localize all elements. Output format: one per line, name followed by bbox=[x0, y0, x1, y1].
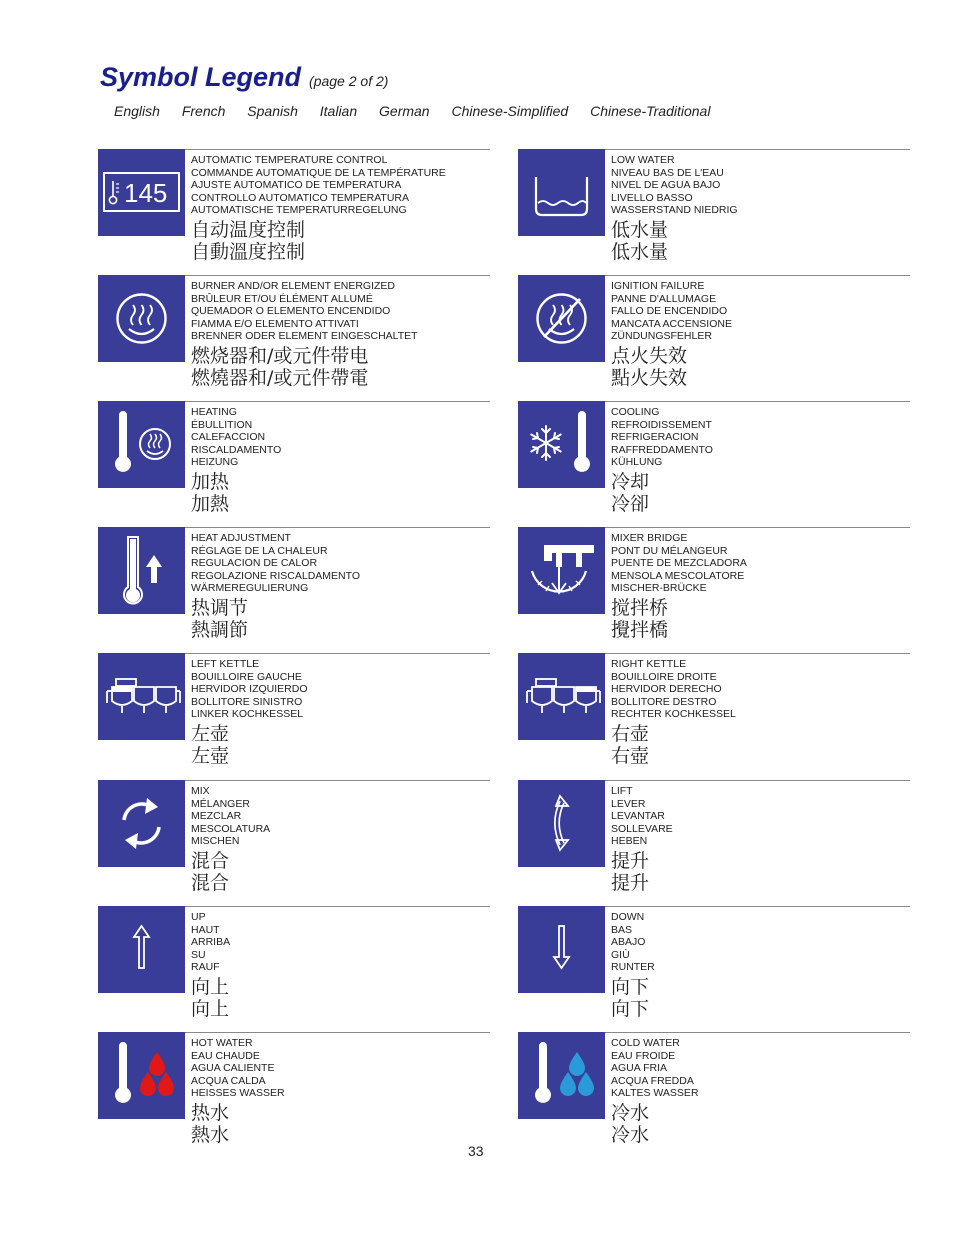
right-kettle-icon bbox=[518, 653, 605, 740]
term-chinese-traditional: 向上 bbox=[191, 998, 230, 1020]
chinese-terms bbox=[191, 1102, 229, 1146]
term-italian: LIVELLO BASSO bbox=[611, 191, 693, 204]
legend-entry-down bbox=[518, 906, 910, 1024]
divider bbox=[185, 401, 490, 402]
term-list bbox=[191, 1037, 285, 1100]
temperature-display-value: 145 bbox=[124, 178, 168, 208]
divider bbox=[185, 149, 490, 150]
divider bbox=[185, 653, 490, 654]
term-german: HEBEN bbox=[611, 835, 648, 848]
term-italian: MANCATA ACCENSIONE bbox=[611, 317, 732, 330]
term-list bbox=[191, 785, 270, 848]
chinese-terms bbox=[191, 219, 305, 263]
term-french: ÉBULLITION bbox=[191, 418, 253, 431]
term-chinese-traditional: 左壺 bbox=[191, 745, 230, 767]
low-water-icon bbox=[518, 149, 605, 236]
term-french: LEVER bbox=[611, 797, 646, 810]
term-list bbox=[611, 532, 747, 595]
legend-entry-right-kettle bbox=[518, 653, 910, 771]
divider bbox=[185, 1032, 490, 1033]
legend-entry-lift bbox=[518, 780, 910, 898]
term-french: HAUT bbox=[191, 923, 220, 936]
chinese-terms bbox=[191, 597, 248, 641]
term-chinese-simplified: 冷却 bbox=[611, 471, 650, 493]
legend-entry-cooling bbox=[518, 401, 910, 519]
term-italian: SOLLEVARE bbox=[611, 822, 673, 835]
term-italian: FIAMMA E/O ELEMENTO ATTIVATI bbox=[191, 317, 359, 330]
page-title bbox=[100, 62, 388, 93]
language-english: English bbox=[114, 103, 160, 119]
term-spanish: NIVEL DE AGUA BAJO bbox=[611, 179, 721, 192]
term-english: LOW WATER bbox=[611, 154, 675, 166]
term-list bbox=[611, 785, 673, 848]
left-kettle-icon bbox=[98, 653, 185, 740]
term-english: MIXER BRIDGE bbox=[611, 532, 688, 544]
term-english: LEFT KETTLE bbox=[191, 658, 260, 670]
legend-entry-automatic-temperature-control bbox=[98, 149, 490, 267]
term-german: HEISSES WASSER bbox=[191, 1087, 285, 1100]
legend-entry-heat-adjustment bbox=[98, 527, 490, 645]
term-french: NIVEAU BAS DE L'EAU bbox=[611, 166, 724, 179]
term-spanish: REGULACION DE CALOR bbox=[191, 557, 318, 570]
term-german: KALTES WASSER bbox=[611, 1087, 699, 1100]
term-spanish: AJUSTE AUTOMATICO DE TEMPERATURA bbox=[191, 179, 402, 192]
term-english: MIX bbox=[191, 785, 210, 797]
chinese-terms bbox=[191, 345, 368, 389]
term-chinese-traditional: 混合 bbox=[191, 872, 230, 894]
chinese-terms bbox=[611, 345, 687, 389]
term-spanish: AGUA CALIENTE bbox=[191, 1062, 275, 1075]
page-number: 33 bbox=[468, 1143, 484, 1159]
term-spanish: MEZCLAR bbox=[191, 810, 242, 823]
term-german: RAUF bbox=[191, 961, 220, 974]
term-spanish: HERVIDOR IZQUIERDO bbox=[191, 683, 308, 696]
term-chinese-simplified: 热调节 bbox=[191, 597, 249, 619]
term-chinese-simplified: 提升 bbox=[611, 850, 650, 872]
term-german: RECHTER KOCHKESSEL bbox=[611, 708, 736, 721]
term-spanish: HERVIDOR DERECHO bbox=[611, 683, 722, 696]
term-spanish: PUENTE DE MEZCLADORA bbox=[611, 557, 747, 570]
term-german: KÜHLUNG bbox=[611, 456, 663, 469]
language-italian: Italian bbox=[319, 103, 358, 119]
term-french: RÉGLAGE DE LA CHALEUR bbox=[191, 544, 328, 557]
term-chinese-simplified: 向下 bbox=[611, 976, 650, 998]
title-text: Symbol Legend bbox=[100, 62, 302, 92]
chinese-terms bbox=[611, 723, 649, 767]
term-chinese-simplified: 点火失效 bbox=[611, 345, 688, 367]
term-spanish: FALLO DE ENCENDIDO bbox=[611, 305, 728, 318]
term-english: LIFT bbox=[611, 785, 633, 797]
term-chinese-traditional: 攪拌橋 bbox=[611, 619, 669, 641]
term-german: LINKER KOCHKESSEL bbox=[191, 708, 304, 721]
term-italian: CONTROLLO AUTOMATICO TEMPERATURA bbox=[191, 191, 409, 204]
term-list bbox=[191, 154, 446, 217]
chinese-terms bbox=[191, 976, 229, 1020]
term-list bbox=[611, 658, 736, 721]
term-french: REFROIDISSEMENT bbox=[611, 418, 712, 431]
term-italian: MENSOLA MESCOLATORE bbox=[611, 569, 745, 582]
mixer-bridge-icon bbox=[518, 527, 605, 614]
term-english: COLD WATER bbox=[611, 1037, 680, 1049]
divider bbox=[185, 906, 490, 907]
term-german: ZÜNDUNGSFEHLER bbox=[611, 330, 712, 343]
term-german: WÄRMEREGULIERUNG bbox=[191, 582, 309, 595]
term-chinese-simplified: 自动温度控制 bbox=[191, 219, 306, 241]
term-chinese-traditional: 低水量 bbox=[611, 241, 669, 263]
term-spanish: CALEFACCION bbox=[191, 431, 266, 444]
divider bbox=[605, 780, 910, 781]
term-italian: ACQUA CALDA bbox=[191, 1074, 266, 1087]
term-chinese-traditional: 燃燒器和/或元件帶電 bbox=[191, 367, 369, 389]
language-german: German bbox=[379, 103, 430, 119]
term-german: HEIZUNG bbox=[191, 456, 239, 469]
legend-entry-mixer-bridge bbox=[518, 527, 910, 645]
term-italian: RAFFREDDAMENTO bbox=[611, 443, 713, 456]
term-italian: MESCOLATURA bbox=[191, 822, 271, 835]
term-english: RIGHT KETTLE bbox=[611, 658, 687, 670]
title-subtitle: (page 2 of 2) bbox=[309, 73, 389, 89]
term-english: DOWN bbox=[611, 911, 645, 923]
heat-adjustment-icon bbox=[98, 527, 185, 614]
term-list bbox=[611, 1037, 699, 1100]
temperature-display-icon bbox=[98, 149, 185, 236]
chinese-terms bbox=[611, 976, 649, 1020]
language-chinese-simplified: Chinese-Simplified bbox=[451, 103, 569, 119]
term-list bbox=[191, 406, 281, 469]
term-english: HEAT ADJUSTMENT bbox=[191, 532, 291, 544]
term-french: MÉLANGER bbox=[191, 797, 250, 810]
divider bbox=[605, 906, 910, 907]
term-german: WASSERSTAND NIEDRIG bbox=[611, 204, 738, 217]
term-spanish: AGUA FRIA bbox=[611, 1062, 668, 1075]
divider bbox=[605, 1032, 910, 1033]
term-french: BAS bbox=[611, 923, 633, 936]
term-italian: RISCALDAMENTO bbox=[191, 443, 282, 456]
divider bbox=[605, 527, 910, 528]
term-english: UP bbox=[191, 911, 206, 923]
chinese-terms bbox=[191, 471, 229, 515]
term-spanish: QUEMADOR O ELEMENTO ENCENDIDO bbox=[191, 305, 391, 318]
term-english: BURNER AND/OR ELEMENT ENERGIZED bbox=[191, 280, 396, 292]
lift-icon bbox=[518, 780, 605, 867]
divider bbox=[185, 275, 490, 276]
legend-entry-left-kettle bbox=[98, 653, 490, 771]
divider bbox=[605, 275, 910, 276]
term-chinese-traditional: 熱水 bbox=[191, 1124, 230, 1146]
chinese-terms bbox=[611, 219, 668, 263]
mix-icon bbox=[98, 780, 185, 867]
legend-entry-cold-water bbox=[518, 1032, 910, 1150]
term-spanish: ARRIBA bbox=[191, 936, 231, 949]
term-list bbox=[191, 658, 307, 721]
term-chinese-simplified: 低水量 bbox=[611, 219, 669, 241]
term-list bbox=[611, 911, 655, 974]
arrow-down-icon bbox=[518, 906, 605, 993]
term-chinese-traditional: 冷水 bbox=[611, 1124, 650, 1146]
term-french: PONT DU MÉLANGEUR bbox=[611, 544, 728, 557]
term-french: EAU FROIDE bbox=[611, 1049, 676, 1062]
term-list bbox=[611, 280, 732, 343]
language-list bbox=[114, 103, 728, 119]
term-chinese-simplified: 混合 bbox=[191, 850, 230, 872]
divider bbox=[185, 780, 490, 781]
term-chinese-simplified: 燃烧器和/或元件带电 bbox=[191, 345, 369, 367]
term-french: BRÛLEUR ET/OU ÉLÉMENT ALLUMÉ bbox=[191, 292, 373, 305]
term-chinese-simplified: 热水 bbox=[191, 1102, 230, 1124]
term-french: BOUILLOIRE DROITE bbox=[611, 670, 717, 683]
hot-water-icon bbox=[98, 1032, 185, 1119]
divider bbox=[185, 527, 490, 528]
chinese-terms bbox=[611, 471, 649, 515]
term-chinese-traditional: 提升 bbox=[611, 872, 650, 894]
chinese-terms bbox=[611, 597, 668, 641]
cold-water-icon bbox=[518, 1032, 605, 1119]
chinese-terms bbox=[611, 850, 649, 894]
term-list bbox=[611, 406, 713, 469]
term-list bbox=[611, 154, 738, 217]
term-english: IGNITION FAILURE bbox=[611, 280, 705, 292]
term-italian: GIÙ bbox=[611, 948, 630, 961]
term-english: COOLING bbox=[611, 406, 660, 418]
term-french: EAU CHAUDE bbox=[191, 1049, 260, 1062]
term-italian: ACQUA FREDDA bbox=[611, 1074, 694, 1087]
heating-icon bbox=[98, 401, 185, 488]
language-french: French bbox=[181, 103, 226, 119]
arrow-up-icon bbox=[98, 906, 185, 993]
term-list bbox=[191, 911, 230, 974]
term-italian: REGOLAZIONE RISCALDAMENTO bbox=[191, 569, 361, 582]
term-chinese-simplified: 冷水 bbox=[611, 1102, 650, 1124]
term-french: BOUILLOIRE GAUCHE bbox=[191, 670, 302, 683]
cooling-icon bbox=[518, 401, 605, 488]
term-english: HOT WATER bbox=[191, 1037, 253, 1049]
term-chinese-traditional: 熱調節 bbox=[191, 619, 249, 641]
term-french: COMMANDE AUTOMATIQUE DE LA TEMPÉRATURE bbox=[191, 166, 446, 179]
burner-energized-icon bbox=[98, 275, 185, 362]
term-italian: BOLLITORE DESTRO bbox=[611, 695, 717, 708]
divider bbox=[605, 149, 910, 150]
term-list bbox=[191, 532, 360, 595]
legend-entry-low-water bbox=[518, 149, 910, 267]
language-spanish: Spanish bbox=[247, 103, 298, 119]
legend-entry-burner-energized bbox=[98, 275, 490, 393]
term-german: AUTOMATISCHE TEMPERATURREGELUNG bbox=[191, 204, 407, 217]
term-chinese-simplified: 向上 bbox=[191, 976, 230, 998]
term-spanish: ABAJO bbox=[611, 936, 646, 949]
chinese-terms bbox=[191, 723, 229, 767]
term-chinese-simplified: 搅拌桥 bbox=[611, 597, 669, 619]
divider bbox=[605, 653, 910, 654]
term-chinese-simplified: 左壶 bbox=[191, 723, 230, 745]
term-list bbox=[191, 280, 418, 343]
term-chinese-traditional: 自動溫度控制 bbox=[191, 241, 306, 263]
term-chinese-simplified: 加热 bbox=[191, 471, 230, 493]
legend-entry-mix bbox=[98, 780, 490, 898]
ignition-failure-icon bbox=[518, 275, 605, 362]
term-german: MISCHEN bbox=[191, 835, 240, 848]
legend-entry-up bbox=[98, 906, 490, 1024]
legend-entry-heating bbox=[98, 401, 490, 519]
term-english: HEATING bbox=[191, 406, 237, 418]
legend-entry-ignition-failure bbox=[518, 275, 910, 393]
term-german: BRENNER ODER ELEMENT EINGESCHALTET bbox=[191, 330, 418, 343]
term-italian: SU bbox=[191, 948, 206, 961]
term-german: RUNTER bbox=[611, 961, 655, 974]
divider bbox=[605, 401, 910, 402]
term-italian: BOLLITORE SINISTRO bbox=[191, 695, 303, 708]
chinese-terms bbox=[191, 850, 229, 894]
term-english: AUTOMATIC TEMPERATURE CONTROL bbox=[191, 154, 388, 166]
term-spanish: REFRIGERACION bbox=[611, 431, 699, 444]
chinese-terms bbox=[611, 1102, 649, 1146]
term-chinese-simplified: 右壶 bbox=[611, 723, 650, 745]
legend-entry-hot-water bbox=[98, 1032, 490, 1150]
term-chinese-traditional: 冷卻 bbox=[611, 493, 650, 515]
term-french: PANNE D'ALLUMAGE bbox=[611, 292, 717, 305]
term-chinese-traditional: 向下 bbox=[611, 998, 650, 1020]
term-german: MISCHER-BRÜCKE bbox=[611, 582, 707, 595]
term-chinese-traditional: 右壺 bbox=[611, 745, 650, 767]
term-chinese-traditional: 點火失效 bbox=[611, 367, 688, 389]
term-chinese-traditional: 加熱 bbox=[191, 493, 230, 515]
term-spanish: LEVANTAR bbox=[611, 810, 665, 823]
language-chinese-traditional: Chinese-Traditional bbox=[590, 103, 711, 119]
